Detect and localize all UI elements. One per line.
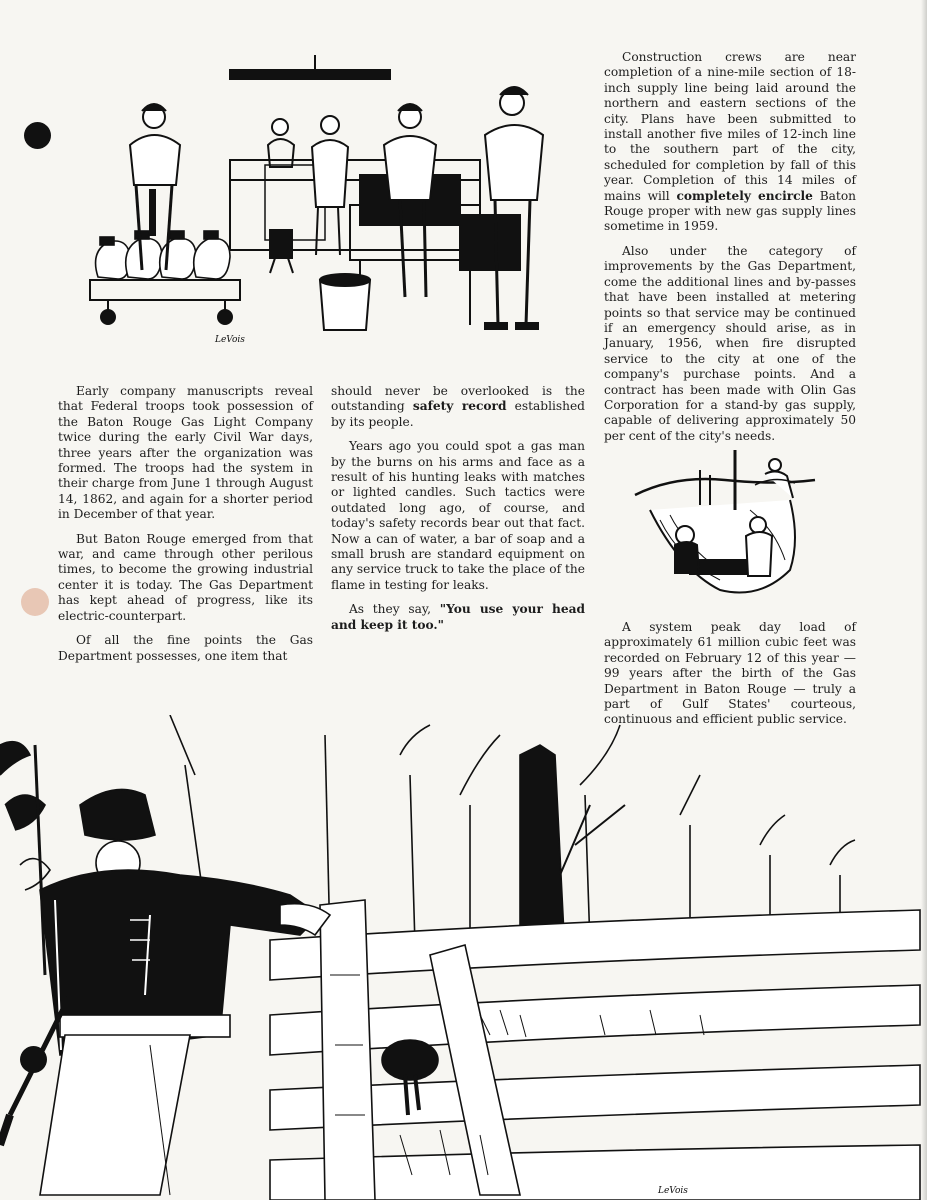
paragraph: A system peak day load of approximately 61 million cubic feet was recorded on February 12 of this year — 99 years after the birth of the Gas Department in Baton Rouge — truly a part of Gulf States' courteous, continuous and efficient public service.	[604, 620, 856, 727]
top-illustration-signature: LeVois	[215, 335, 245, 345]
right-column-top	[604, 50, 856, 453]
bold-text: "You use your head and keep it too."	[331, 602, 586, 632]
bottom-illustration-signature: LeVois	[658, 1186, 688, 1196]
middle-column	[331, 384, 585, 642]
bold-text: completely encircle	[676, 188, 813, 203]
workshop-illustration	[80, 55, 570, 355]
paragraph: Also under the category of improvements by the Gas Department, come the additional lines and by-passes that have been installed at metering points so that service may be continued if an emergency should arise, as in January, 1956, when fire disrupted service to the city at one of the company's purchase points. And a contract has been made with Olin Gas Corporation for a stand-by gas supply, capable of delivering approximately 50 per cent of the city's needs.	[604, 243, 856, 443]
text-span: established by its people.	[331, 399, 585, 429]
text-span: should never be overlooked is the outstanding	[331, 384, 585, 414]
text-span: Baton Rouge proper with new gas supply lines sometime in 1959.	[604, 188, 857, 234]
trench-illustration	[630, 450, 820, 605]
paragraph	[331, 384, 585, 430]
binder-hole-middle	[21, 588, 49, 616]
text-span: As they say,	[349, 602, 432, 617]
paragraph: Of all the fine points the Gas Department possesses, one item that	[58, 633, 313, 663]
text-span: Construction crews are near completion of a nine-mile section of 18-inch supply line being laid around the northern and eastern sections of the city. Plans have been submitted to install another five miles of 12-inch line to the southern part of the city, scheduled for completion by fall of this year. Completion of this 14 miles of mains will	[604, 50, 856, 203]
paragraph: Years ago you could spot a gas man by the burns on his arms and face as a result of his hunting leaks with matches or lighted candles. Such tactics were outdated long ago, of course, and today's safety records bear out that fact. Now a can of water, a bar of soap and a small brush are standard equipment on any service truck to take the place of the flame in testing for leaks.	[331, 439, 585, 592]
paragraph	[331, 602, 585, 633]
bold-text: safety record	[412, 399, 507, 414]
paragraph: Early company manuscripts reveal that Federal troops took possession of the Baton Rouge Gas Light Company twice during the early Civil War days, three years after the organization was formed. The troops had the system in their charge from June 1 through August 14, 1862, and again for a shorter period in December of that year.	[58, 384, 313, 522]
soldier-fence-illustration	[0, 715, 927, 1200]
paragraph: But Baton Rouge emerged from that war, and came through other perilous times, to become the growing industrial center it is today. The Gas Department has kept ahead of progress, like its electric-counterpart.	[58, 531, 313, 623]
binder-hole-top	[24, 122, 51, 149]
paragraph	[604, 50, 856, 235]
left-column	[58, 384, 313, 673]
